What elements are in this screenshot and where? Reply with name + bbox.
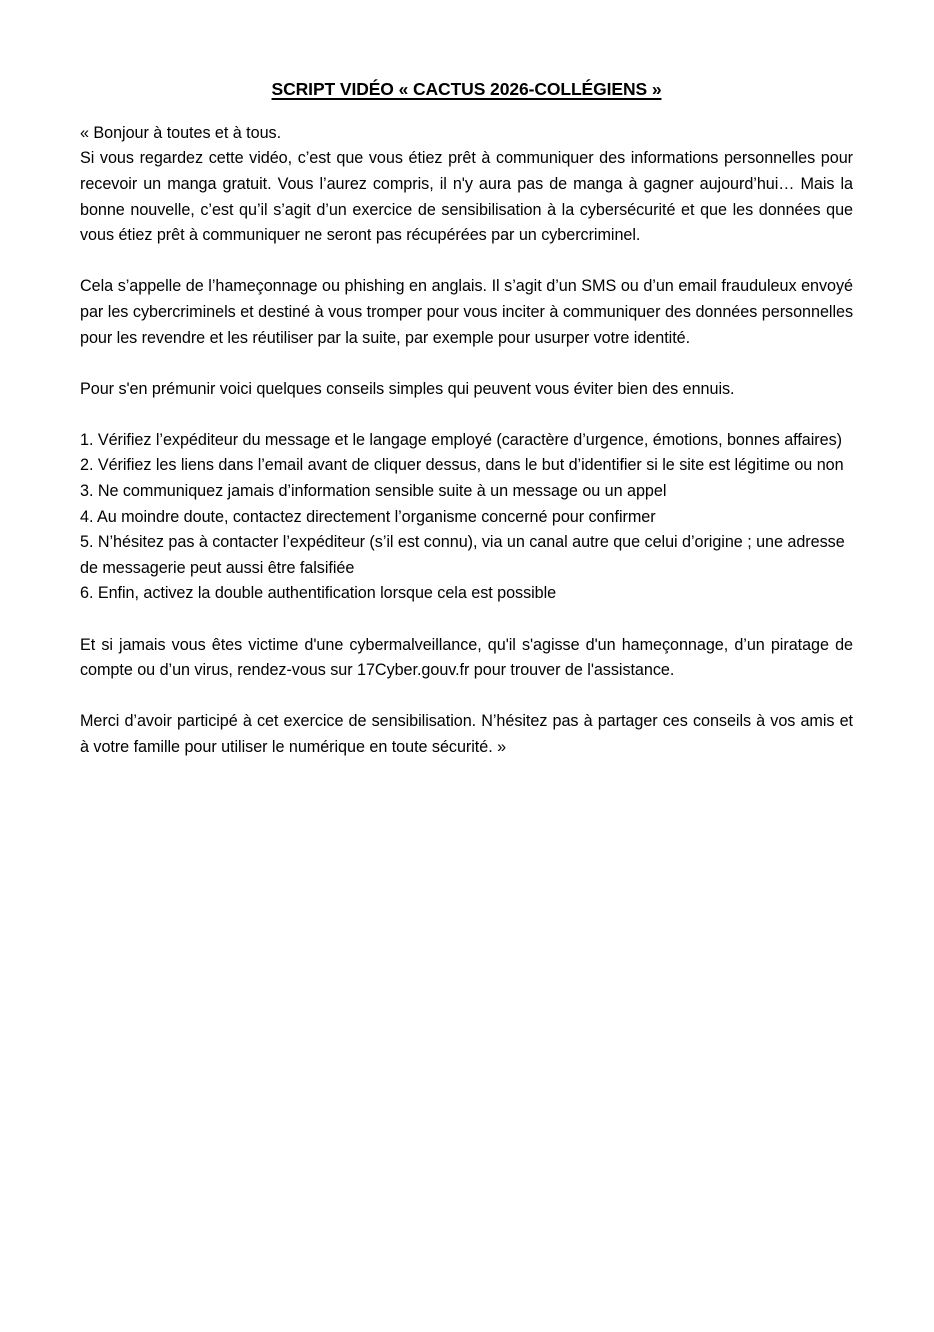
paragraph-advice-intro: Pour s'en prémunir voici quelques conseils simples qui peuvent vous éviter bien des ennuis.	[80, 379, 735, 398]
list-item: 6. Enfin, activez la double authentification lorsque cela est possible	[80, 584, 557, 603]
advice-list	[80, 428, 853, 607]
paragraph-assistance: Et si jamais vous êtes victime d'une cybermalveillance, qu'il s'agisse d'un hameçonnage, d’un piratage de compte ou d’un virus, rendez-vous sur 17Cyber.gouv.fr pour trouver de l'assistance.	[80, 635, 853, 680]
document-body	[80, 78, 853, 761]
list-item: 2. Vérifiez les liens dans l’email avant de cliquer dessus, dans le but d’identifier si le site est légitime ou non	[80, 456, 844, 475]
list-item: 5. N’hésitez pas à contacter l’expéditeur (s’il est connu), via un canal autre que celui d’origine ; une adresse de messagerie peut aussi être falsifiée	[80, 533, 845, 577]
list-item: 1. Vérifiez l’expéditeur du message et le langage employé (caractère d’urgence, émotions, bonnes affaires)	[80, 430, 842, 449]
paragraph-closing: Merci d’avoir participé à cet exercice de sensibilisation. N’hésitez pas à partager ces conseils à vos amis et à votre famille pour utiliser le numérique en toute sécurité. »	[80, 712, 853, 756]
paragraph-spacer	[80, 607, 853, 633]
paragraph-spacer	[80, 684, 853, 710]
page-title-text: SCRIPT VIDÉO « CACTUS 2026-COLLÉGIENS »	[271, 79, 662, 99]
paragraph-definition: Cela s’appelle de l’hameçonnage ou phishing en anglais. Il s’agit d’un SMS ou d’un email frauduleux envoyé par les cybercriminels et destiné à vous tromper pour vous inciter à communiquer des données personnelles pour les revendre et les réutiliser par la suite, par exemple pour usurper votre identité.	[80, 277, 853, 347]
list-item: 4. Au moindre doute, contactez directement l’organisme concerné pour confirmer	[80, 507, 656, 526]
list-item: 3. Ne communiquez jamais d’information sensible suite à un message ou un appel	[80, 482, 667, 501]
page-title	[80, 78, 853, 101]
paragraph-spacer	[80, 402, 853, 428]
paragraph-intro-body: Si vous regardez cette vidéo, c’est que vous étiez prêt à communiquer des informations personnelles pour recevoir un manga gratuit. Vous l’aurez compris, il n'y aura pas de manga à gagner aujourd’hui… Mais la bonne nouvelle, c’est qu’il s’agit d’un exercice de sensibilisation à la cybersécurité et que les données que vous étiez prêt à communiquer ne seront pas récupérées par un cybercriminel.	[80, 149, 853, 245]
paragraph-intro-greeting: « Bonjour à toutes et à tous.	[80, 123, 282, 142]
paragraph-spacer	[80, 351, 853, 377]
paragraph-spacer	[80, 249, 853, 275]
